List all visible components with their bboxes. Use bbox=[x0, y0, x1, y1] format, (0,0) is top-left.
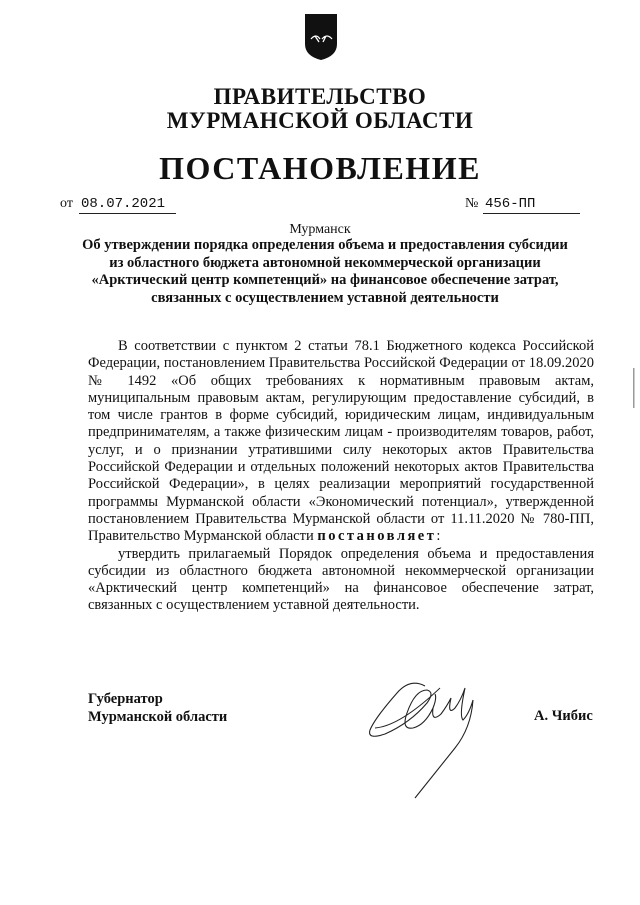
date-field: 08.07.2021 bbox=[79, 196, 176, 214]
government-name-line2: МУРМАНСКОЙ ОБЛАСТИ bbox=[166, 108, 474, 133]
coat-of-arms-icon bbox=[303, 12, 339, 62]
handwritten-signature bbox=[355, 668, 490, 808]
number-field: 456-ПП bbox=[483, 196, 580, 214]
number-label: № bbox=[465, 196, 479, 211]
document-type-title: ПОСТАНОВЛЕНИЕ bbox=[159, 150, 481, 186]
signatory-title bbox=[88, 690, 227, 726]
body-paragraph-1 bbox=[88, 338, 594, 546]
city-name: Мурманск bbox=[289, 222, 351, 237]
preamble-text: В соответствии с пунктом 2 статьи 78.1 Бюджетного кодекса Российской Федерации, постановлением Правительства Российской Федерации от 18.09.2020 № 1492 «Об общих требованиях к нормативным правовым актам, муниципальным правовым актам, регулирующим предоставление субсидий, в том числе грантов в форме субсидий, юридическим лицам, индивидуальным предпринимателям, а также физическим лицам - производителям товаров, работ, услуг, и о признании утратившими силу некоторых актов Правительства Российской Федерации и отдельных положений некоторых актов Правительства Российской Федерации», в целях реализации мероприятий государственной программы Мурманской области «Экономический потенциал», утвержденной постановлением Правительства Мурманской области от 11.11.2020 № 780-ПП, Правительство Мурманской области bbox=[88, 338, 594, 545]
decree-word: постановляет bbox=[317, 528, 437, 545]
signatory-title-line2: Мурманской области bbox=[88, 709, 228, 725]
government-name-line1: ПРАВИТЕЛЬСТВО bbox=[213, 84, 427, 109]
margin-mark bbox=[632, 368, 636, 408]
body-paragraph-2: утвердить прилагаемый Порядок определения объема и предоставления субсидии из областного бюджета автономной некоммерческой организации «Арктический центр компетенций» на финансовое обеспечение затрат, связанных с осуществлением уставной деятельности. bbox=[88, 545, 594, 614]
signatory-name: А. Чибис bbox=[534, 708, 593, 724]
document-body bbox=[88, 338, 594, 615]
decree-colon: : bbox=[436, 528, 441, 545]
date-label: от bbox=[60, 196, 73, 211]
document-subject: Об утверждении порядка определения объема и предоставления субсидии из областного бюджета автономной некоммерческой организации «Арктический центр компетенций» на финансовое обеспечение затрат, связанных с осуществлением уставной деятельности bbox=[82, 237, 568, 306]
signatory-title-line1: Губернатор bbox=[88, 691, 163, 707]
